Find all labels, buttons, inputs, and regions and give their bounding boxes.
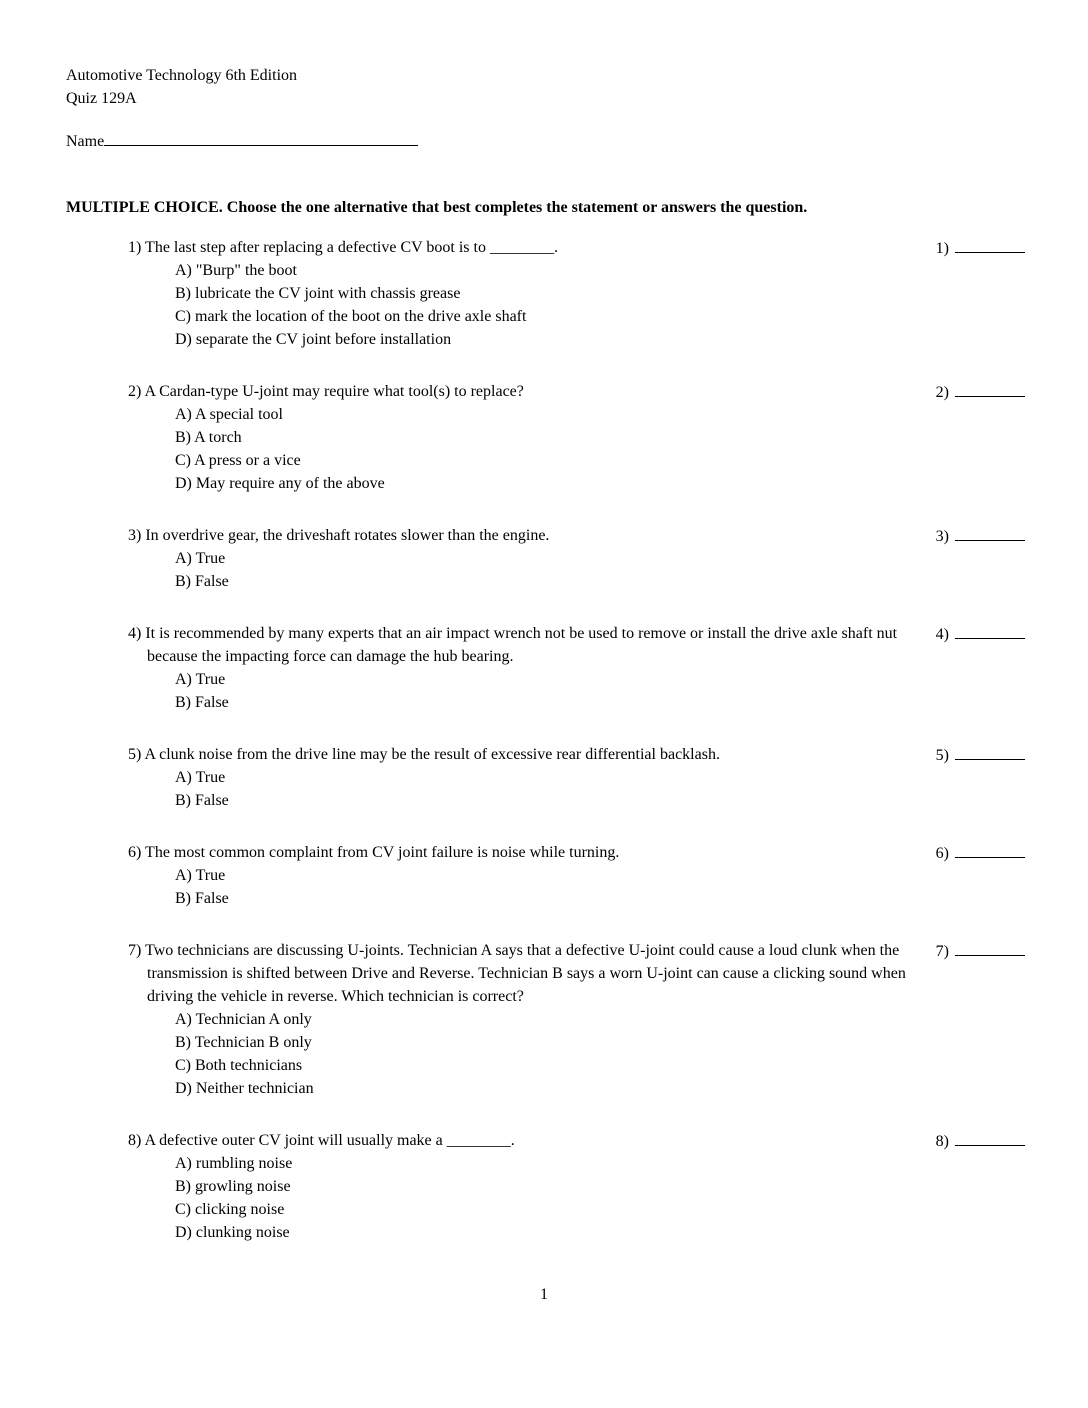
question-item [128, 236, 1025, 351]
choice: D) Neither technician [175, 1080, 314, 1097]
choice: C) clicking noise [175, 1201, 285, 1218]
choice-list [175, 864, 920, 910]
page-footer [0, 1283, 1088, 1306]
choice: A) True [175, 671, 226, 688]
choice: A) rumbling noise [175, 1155, 293, 1172]
choice: D) May require any of the above [175, 475, 385, 492]
question-number: 7) [128, 942, 142, 959]
choice: A) Technician A only [175, 1011, 312, 1028]
choice-list [175, 547, 920, 593]
question-number: 2) [128, 383, 142, 400]
choice-list [175, 668, 920, 714]
question-item [128, 622, 1025, 714]
question-text: It is recommended by many experts that an air impact wrench not be used to remove or install the drive axle shaft nut because the impacting force can damage the hub bearing. [145, 625, 898, 665]
answer-number: 4) [935, 626, 949, 643]
answer-slot [936, 380, 1025, 404]
question-main [128, 622, 920, 714]
name-label: Name [66, 133, 105, 150]
name-row [66, 129, 1088, 153]
question-number: 5) [128, 746, 142, 763]
answer-blank-line [955, 236, 1025, 253]
answer-number: 3) [935, 528, 949, 545]
question-number: 8) [128, 1132, 142, 1149]
answer-blank-line [955, 841, 1025, 858]
question-item [128, 524, 1025, 593]
answer-blank-line [955, 524, 1025, 541]
choice: C) mark the location of the boot on the drive axle shaft [175, 308, 527, 325]
answer-number: 5) [935, 747, 949, 764]
choice: B) False [175, 890, 229, 907]
choice-list [175, 1008, 920, 1100]
instructions-heading: MULTIPLE CHOICE. Choose the one alternative that best completes the statement or answers the question. [66, 199, 808, 216]
choice: B) False [175, 573, 229, 590]
choice: B) lubricate the CV joint with chassis grease [175, 285, 461, 302]
question-item [128, 743, 1025, 812]
choice-list [175, 766, 920, 812]
choice: B) False [175, 694, 229, 711]
answer-slot [936, 524, 1025, 548]
question-item [128, 380, 1025, 495]
choice: A) True [175, 867, 226, 884]
question-text: A Cardan-type U-joint may require what tool(s) to replace? [144, 383, 524, 400]
question-item [128, 841, 1025, 910]
questions-list [128, 236, 1025, 1244]
answer-blank-line [955, 939, 1025, 956]
answer-blank-line [955, 380, 1025, 397]
question-main [128, 1129, 920, 1244]
answer-slot [936, 939, 1025, 963]
answer-slot [936, 841, 1025, 865]
question-text: A clunk noise from the drive line may be the result of excessive rear differential backlash. [144, 746, 720, 763]
choice: C) A press or a vice [175, 452, 301, 469]
name-blank-line [104, 129, 418, 146]
question-main [128, 380, 920, 495]
page-number: 1 [540, 1286, 548, 1303]
choice-list [175, 403, 920, 495]
answer-slot [936, 622, 1025, 646]
answer-slot [936, 1129, 1025, 1153]
question-text: The most common complaint from CV joint failure is noise while turning. [145, 844, 620, 861]
choice: B) A torch [175, 429, 242, 446]
question-number: 6) [128, 844, 142, 861]
answer-slot [936, 236, 1025, 260]
choice: D) clunking noise [175, 1224, 290, 1241]
answer-blank-line [955, 622, 1025, 639]
question-text: A defective outer CV joint will usually make a ________. [144, 1132, 515, 1149]
answer-slot [936, 743, 1025, 767]
choice: B) False [175, 792, 229, 809]
answer-number: 7) [935, 943, 949, 960]
answer-blank-line [955, 743, 1025, 760]
question-number: 4) [128, 625, 142, 642]
document-subtitle: Quiz 129A [66, 90, 137, 107]
choice: C) Both technicians [175, 1057, 303, 1074]
question-item [128, 1129, 1025, 1244]
question-text: The last step after replacing a defective CV boot is to ________. [145, 239, 558, 256]
choice: A) "Burp" the boot [175, 262, 297, 279]
answer-blank-line [955, 1129, 1025, 1146]
choice: B) growling noise [175, 1178, 291, 1195]
question-main [128, 841, 920, 910]
question-text: Two technicians are discussing U-joints. Technician A says that a defective U-joint could cause a loud clunk when the transmission is shifted between Drive and Reverse. Technician B says a worn U-joint can cause a clicking sound when driving the vehicle in reverse. Which technician is correct? [145, 942, 906, 1005]
choice: A) True [175, 550, 226, 567]
question-number: 3) [128, 527, 142, 544]
question-number: 1) [128, 239, 142, 256]
choice: D) separate the CV joint before installation [175, 331, 452, 348]
question-main [128, 743, 920, 812]
question-main [128, 524, 920, 593]
choice-list [175, 1152, 920, 1244]
answer-number: 2) [935, 384, 949, 401]
answer-number: 8) [935, 1133, 949, 1150]
choice: B) Technician B only [175, 1034, 312, 1051]
document-title: Automotive Technology 6th Edition [66, 67, 298, 84]
question-item [128, 939, 1025, 1100]
question-text: In overdrive gear, the driveshaft rotates slower than the engine. [145, 527, 550, 544]
answer-number: 6) [935, 845, 949, 862]
choice: A) A special tool [175, 406, 283, 423]
question-main [128, 236, 920, 351]
document-header [66, 0, 1088, 110]
choice-list [175, 259, 920, 351]
answer-number: 1) [935, 240, 949, 257]
question-main [128, 939, 920, 1100]
choice: A) True [175, 769, 226, 786]
